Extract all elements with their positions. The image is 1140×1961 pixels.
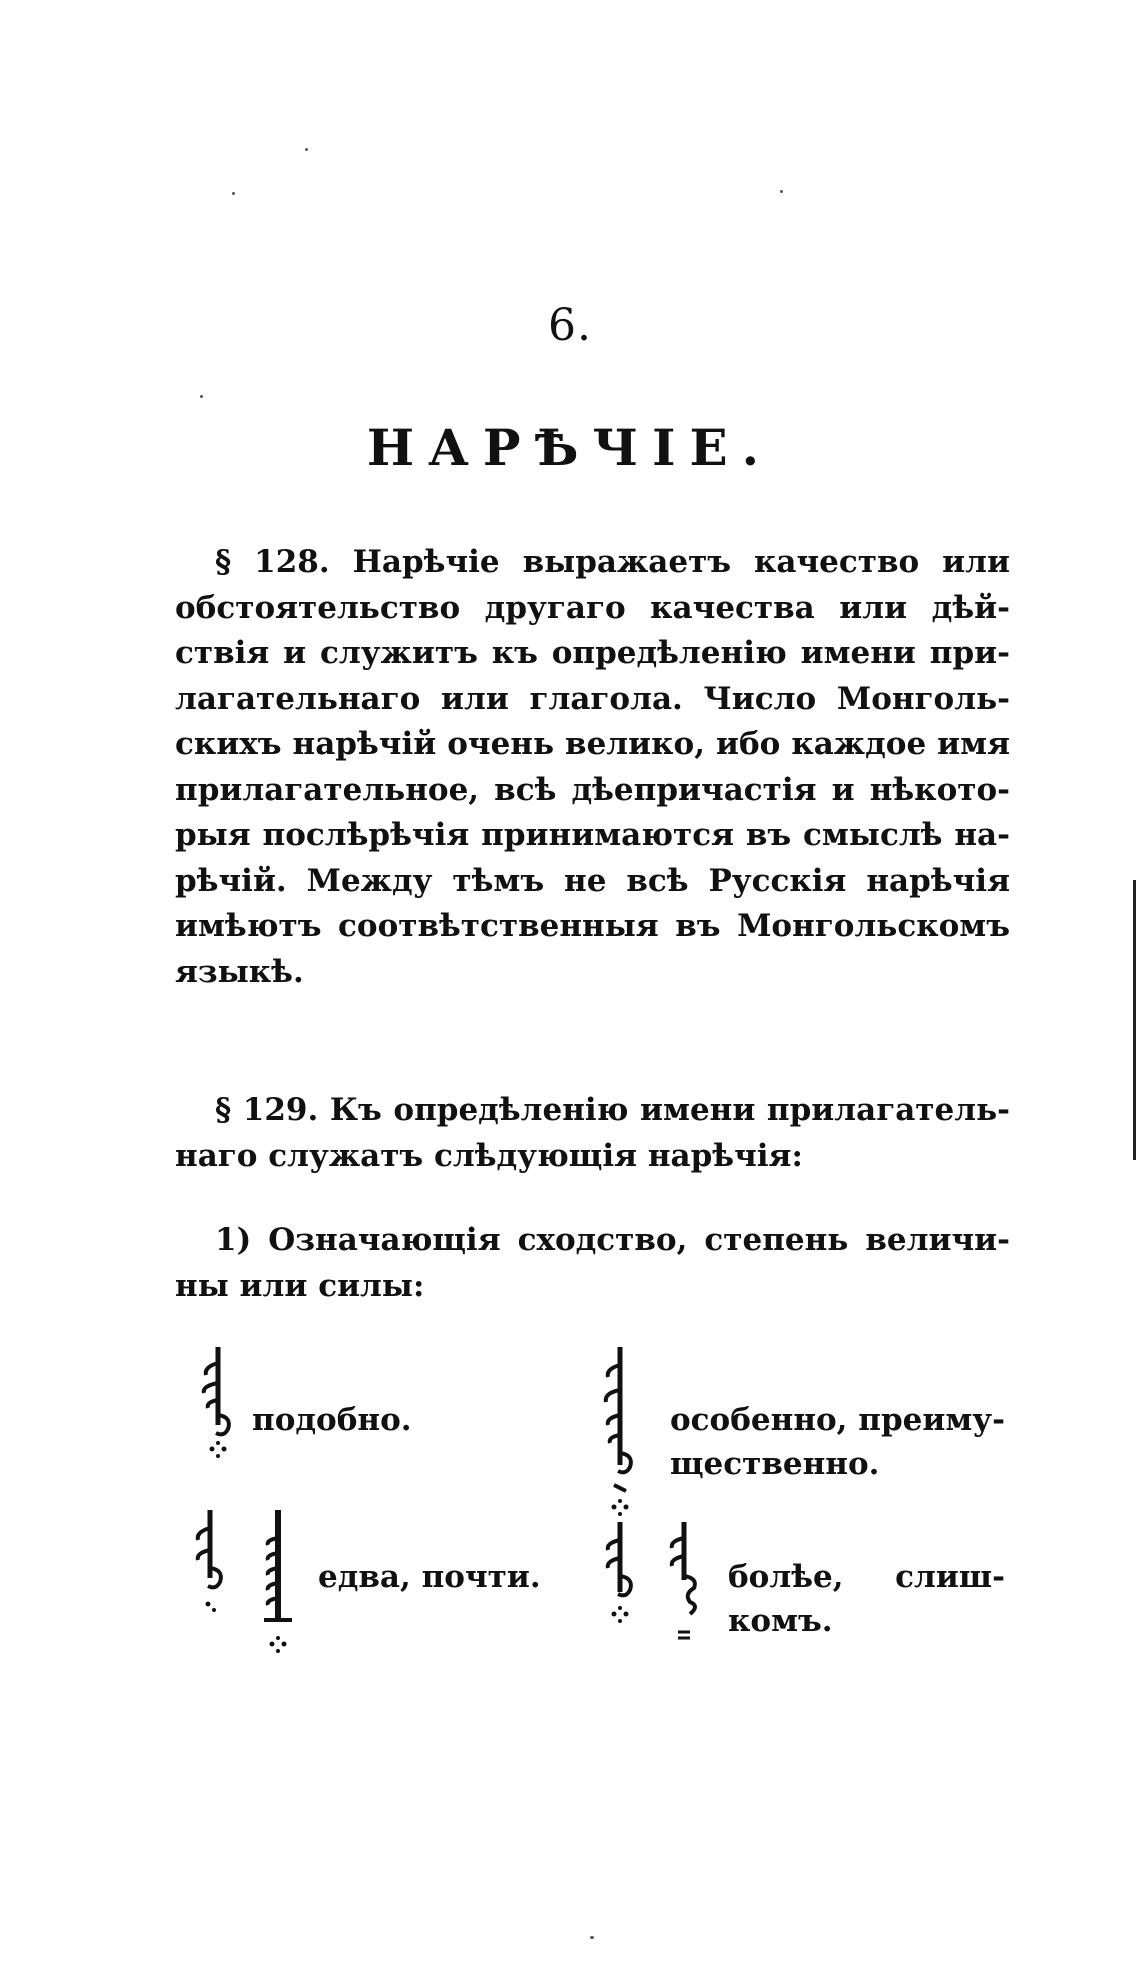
gloss-line: комъ. [728, 1603, 833, 1639]
gloss-line: едва, почти. [318, 1559, 541, 1595]
text-line: рыя послѣрѣчія принимаются въ смыслѣ на- [175, 817, 1010, 853]
mongolian-word-3a [190, 1508, 230, 1618]
gloss-2 [670, 1398, 1005, 1486]
scan-speck [200, 395, 203, 398]
mongolian-word-3b [258, 1508, 298, 1658]
chapter-title: НАРѢЧІЕ. [366, 418, 774, 477]
text-line: наго служатъ слѣдующія нарѣчія: [175, 1137, 803, 1174]
scan-speck [305, 148, 308, 151]
mongolian-word-1 [198, 1345, 238, 1465]
text-line: скихъ нарѣчій очень велико, ибо каждое имя [175, 726, 1010, 762]
text-line: лагательнаго или глагола. Число Монголь- [175, 680, 1010, 717]
scan-speck [232, 192, 235, 195]
text-line: имѣютъ соотвѣтственныя въ Монгольскомъ [175, 908, 1010, 944]
text-line: рѣчій. Между тѣмъ не всѣ Русскія нарѣчія [175, 862, 1010, 899]
gloss-1 [252, 1398, 412, 1442]
page-number: 6. [548, 300, 592, 351]
gloss-3 [318, 1555, 541, 1599]
gloss-line: подобно. [252, 1402, 412, 1438]
text-line: языкѣ. [175, 953, 304, 990]
gloss-line: особенно, преиму- [670, 1402, 1005, 1438]
mongolian-word-2 [600, 1345, 640, 1520]
gloss-4 [728, 1555, 1005, 1643]
section-129-paragraph [175, 1088, 1010, 1179]
text-line: § 128. Нарѣчіе выражаетъ качество или [215, 544, 1010, 580]
text-line: ствія и служитъ къ опредѣленію имени при- [175, 635, 1010, 671]
scan-speck [780, 190, 783, 193]
gloss-line: щественно. [670, 1446, 880, 1482]
text-line: § 129. Къ опредѣленію имени прилагатель- [215, 1092, 1010, 1128]
mongolian-word-4a [600, 1520, 640, 1630]
text-line: обстоятельство другаго качества или дѣй- [175, 589, 1010, 626]
text-line: 1) Означающія сходство, степень величи- [215, 1222, 1010, 1258]
text-line: прилагательное, всѣ дѣепричастія и нѣкото- [175, 771, 1010, 808]
section-128-paragraph [175, 540, 1010, 995]
mongolian-word-4b [664, 1520, 704, 1645]
text-line: ны или силы: [175, 1267, 425, 1304]
scan-speck [590, 1936, 594, 1939]
item-1-paragraph [175, 1218, 1010, 1309]
gloss-line: болѣе, слиш- [728, 1559, 1005, 1595]
page-edge-rule [1133, 880, 1136, 1160]
